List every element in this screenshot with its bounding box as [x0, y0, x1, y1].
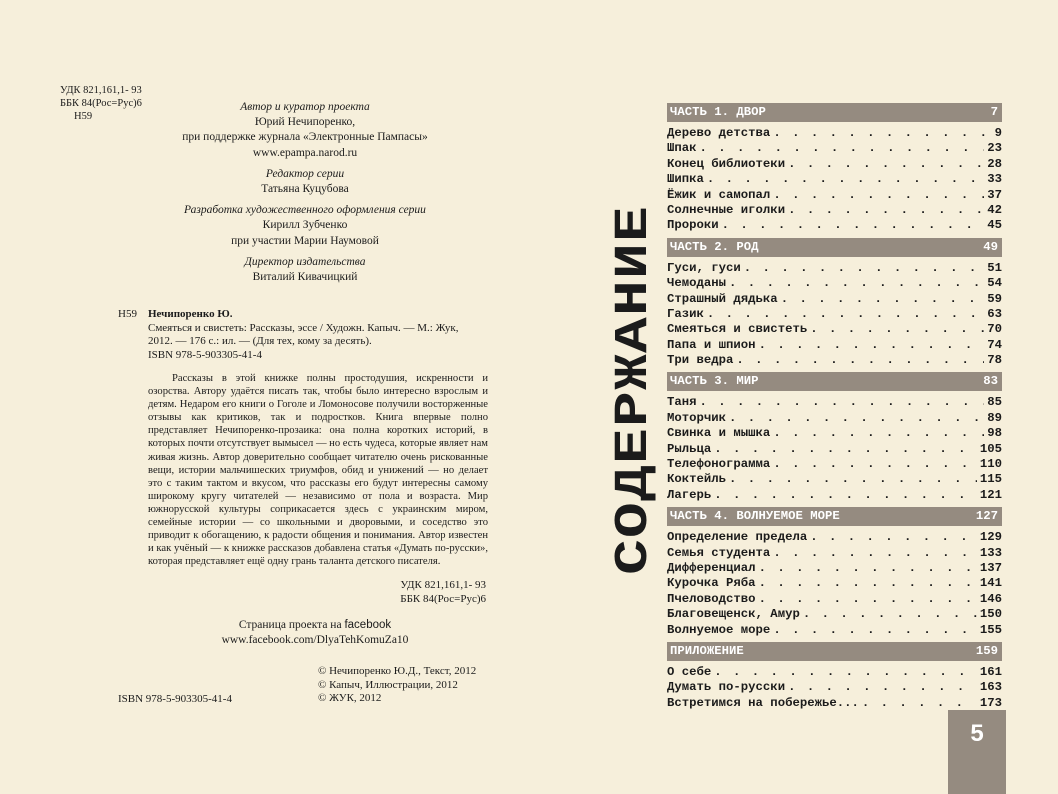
- toc-entry[interactable]: [667, 276, 1002, 291]
- toc-part-title: ЧАСТЬ 3. МИР: [670, 374, 759, 389]
- toc-leader-dots: [862, 696, 977, 711]
- toc-leader-dots: [759, 576, 977, 591]
- bibliographic-record: [118, 308, 488, 362]
- toc-entry[interactable]: [667, 322, 1002, 337]
- toc-entry-title: Благовещенск, Амур: [667, 607, 800, 622]
- toc-entry-page: 173: [979, 695, 1002, 710]
- page-number: 5: [948, 710, 1006, 794]
- toc-part-header[interactable]: [667, 238, 1002, 257]
- toc-leader-dots: [788, 680, 977, 695]
- toc-entry-page: 33: [987, 172, 1002, 187]
- toc-entry-page: 74: [987, 337, 1002, 352]
- toc-entry-page: 37: [987, 187, 1002, 202]
- toc-leader-dots: [707, 307, 984, 322]
- facebook-caption: Страница проекта на facebook: [238, 619, 392, 631]
- toc-leader-dots: [773, 546, 977, 561]
- toc-entry[interactable]: [667, 457, 1002, 472]
- toc-leader-dots: [744, 261, 984, 276]
- toc-leader-dots: [759, 561, 977, 576]
- toc-entry[interactable]: [667, 546, 1002, 561]
- toc-entry-title: Три ведра: [667, 353, 734, 368]
- toc-entry-title: Гуси, гуси: [667, 260, 741, 275]
- author-code: Н59: [118, 308, 137, 320]
- toc-leader-dots: [759, 592, 977, 607]
- toc-section: [667, 642, 1002, 711]
- toc-part-page: 49: [983, 239, 998, 254]
- toc-leader-dots: [810, 322, 984, 337]
- toc-entry-page: 78: [987, 353, 1002, 368]
- toc-entry-title: Папа и шпион: [667, 337, 756, 352]
- toc-entry[interactable]: [667, 561, 1002, 576]
- credit-name: Татьяна Куцубова: [261, 183, 349, 196]
- toc-entry-page: 85: [987, 395, 1002, 410]
- toc-entry-title: Коктейль: [667, 472, 727, 487]
- toc-entry-title: Лагерь: [667, 487, 712, 502]
- toc-entry-page: 63: [987, 306, 1002, 321]
- toc-leader-dots: [722, 218, 985, 233]
- credit-role: Разработка художественного оформления серии: [184, 204, 426, 217]
- toc-entry[interactable]: [667, 592, 1002, 607]
- toc-entry-page: 141: [979, 576, 1002, 591]
- toc-entry-page: 51: [987, 260, 1002, 275]
- toc-entry-page: 155: [979, 622, 1002, 637]
- toc-part-title: ЧАСТЬ 4. ВОЛНУЕМОЕ МОРЕ: [670, 509, 840, 524]
- toc-entry-title: Пророки: [667, 218, 719, 233]
- udk-footer: [340, 578, 486, 606]
- isbn-line: ISBN 978-5-903305-41-4: [148, 348, 262, 361]
- toc-part-page: 127: [975, 509, 998, 524]
- credit-name: Кирилл Зубченко: [262, 219, 348, 232]
- toc-entry-title: Телефонограмма: [667, 457, 771, 472]
- toc-part-page: 159: [975, 643, 998, 658]
- toc-entry-page: 54: [987, 276, 1002, 291]
- toc-entry[interactable]: [667, 488, 1002, 503]
- toc-entry-page: 98: [987, 426, 1002, 441]
- toc-entry[interactable]: [667, 353, 1002, 368]
- toc-entry[interactable]: [667, 141, 1002, 156]
- toc-entry[interactable]: [667, 576, 1002, 591]
- toc-entry-title: Свинка и мышка: [667, 426, 771, 441]
- toc-leader-dots: [788, 157, 984, 172]
- udk-line: УДК 821,161,1- 93: [60, 85, 142, 96]
- toc-leader-dots: [759, 338, 985, 353]
- toc-entry[interactable]: [667, 338, 1002, 353]
- toc-entry-title: Думать по-русски: [667, 680, 786, 695]
- toc-entry-title: Страшный дядька: [667, 291, 778, 306]
- toc-entry-title: Пчеловодство: [667, 591, 756, 606]
- toc-entry-title: Курочка Ряба: [667, 576, 756, 591]
- toc-entry[interactable]: [667, 426, 1002, 441]
- toc-entry-page: 9: [994, 126, 1002, 140]
- toc-entry[interactable]: [667, 172, 1002, 187]
- author-mark: Н59: [74, 111, 93, 122]
- toc-leader-dots: [729, 276, 984, 291]
- toc-leader-dots: [707, 172, 984, 187]
- author-name: Нечипоренко Ю.: [148, 308, 233, 320]
- toc-entry[interactable]: [667, 261, 1002, 276]
- toc-entry[interactable]: [667, 680, 1002, 695]
- toc-entry-title: Определение предела: [667, 530, 808, 545]
- toc-section: [667, 238, 1002, 369]
- toc-entry-page: 115: [979, 472, 1002, 487]
- toc-entry-title: Солнечные иголки: [667, 202, 786, 217]
- annotation-paragraph: Рассказы в этой книжке полны простодушия, искренности и озорства. Автору удаётся писать так, чтобы было интересно взрослым и детям. Недаром его книги о Гоголе и Ломоносове получили восторженные отзывы как критиков, так и подростков. Книга впервые полно представляет Нечипоренко-прозаика: она полна коротких историй, в которых почти отсутствует вымысел — но есть чудеса, которые являет нам живая жизнь. Автор доверительно сообщает читателю очень рискованные вещи, истории мальчишеских триумфов, обид и унижений — но делает это с таким тактом и вкусом, что рассказы его будут интересны самому широкому кругу читателей — независимо от пола и возраста. Мир южнорусской культуры соприкасается здесь с украинским миром, семейные истории — со школьными и дворовыми, и соседство это приводит к обогащению, к радости общения и понимания. Автор известен и как учёный — к книжке рассказов добавлена статья «Думать по-русски», которая представляет ещё одну грань таланта детского писателя.: [148, 373, 488, 568]
- credit-role: Директор издательства: [244, 255, 366, 268]
- toc-entry-page: 163: [979, 680, 1002, 695]
- toc-entry-page: 89: [987, 410, 1002, 425]
- copyright-block: [318, 665, 476, 706]
- toc-section: [667, 507, 1002, 638]
- toc-part-title: ЧАСТЬ 1. ДВОР: [670, 105, 766, 119]
- toc-leader-dots: [714, 488, 977, 503]
- toc-leader-dots: [773, 426, 984, 441]
- toc-part-page: 83: [983, 374, 998, 389]
- credit-role: Автор и куратор проекта: [240, 101, 370, 113]
- toc-entry[interactable]: [667, 411, 1002, 426]
- facebook-brand: facebook: [344, 619, 392, 631]
- toc-entry-title: Встретимся на побережье...: [667, 695, 859, 710]
- toc-entry-title: Семья студента: [667, 545, 771, 560]
- toc-entry[interactable]: [667, 607, 1002, 622]
- copyright-line: © ЖУК, 2012: [318, 692, 382, 705]
- credit-name: при участии Марии Наумовой: [231, 234, 379, 247]
- toc-leader-dots: [700, 395, 985, 410]
- toc-leader-dots: [729, 411, 984, 426]
- toc-entry[interactable]: [667, 188, 1002, 203]
- facebook-url[interactable]: www.facebook.com/DlyaTehKomuZa10: [221, 634, 409, 646]
- toc-entry-page: 42: [987, 202, 1002, 217]
- toc-leader-dots: [729, 472, 977, 487]
- toc-entry-page: 121: [979, 487, 1002, 502]
- biblio-line: Смеяться и свистеть: Рассказы, эссе / Художн. Капыч. — М.: Жук,: [148, 321, 459, 334]
- toc-entry-title: Моторчик: [667, 410, 727, 425]
- credit-name: Юрий Нечипоренко,: [254, 116, 356, 129]
- toc-entry-page: 28: [987, 156, 1002, 171]
- toc-leader-dots: [788, 203, 984, 218]
- toc-entry[interactable]: [667, 472, 1002, 487]
- isbn-bottom: ISBN 978-5-903305-41-4: [118, 693, 232, 705]
- toc-entry-page: 133: [979, 545, 1002, 560]
- toc-entry[interactable]: [667, 442, 1002, 457]
- toc-leader-dots: [773, 126, 991, 141]
- toc-entry-page: 105: [979, 441, 1002, 456]
- toc-section: [667, 103, 1002, 234]
- copyright-line: © Нечипоренко Ю.Д., Текст, 2012: [318, 665, 477, 677]
- udk-block: [60, 84, 142, 123]
- toc-entry[interactable]: [667, 696, 1002, 711]
- table-of-contents: [667, 103, 1002, 715]
- copyright-line: © Капыч, Иллюстрации, 2012: [318, 678, 458, 691]
- toc-entry[interactable]: [667, 203, 1002, 218]
- toc-leader-dots: [700, 141, 985, 156]
- toc-entry[interactable]: [667, 623, 1002, 638]
- toc-part-header[interactable]: [667, 103, 1002, 122]
- toc-part-header[interactable]: [667, 642, 1002, 661]
- toc-entry-title: Смеяться и свистеть: [667, 322, 808, 337]
- toc-entry[interactable]: [667, 218, 1002, 233]
- toc-entry[interactable]: [667, 665, 1002, 680]
- facebook-block: [150, 618, 480, 648]
- toc-entry-page: 59: [987, 291, 1002, 306]
- toc-leader-dots: [773, 623, 977, 638]
- toc-entry[interactable]: [667, 126, 1002, 141]
- toc-entry[interactable]: [667, 395, 1002, 410]
- toc-entry-title: Волнуемое море: [667, 622, 771, 637]
- credit-name: при поддержке журнала «Электронные Пампасы»: [182, 131, 428, 144]
- toc-entry-title: Чемоданы: [667, 276, 727, 291]
- toc-leader-dots: [803, 607, 977, 622]
- credits-block: [150, 100, 460, 285]
- toc-entry[interactable]: [667, 157, 1002, 172]
- toc-entry-title: Шпак: [667, 141, 697, 156]
- toc-entry-page: 129: [979, 530, 1002, 545]
- toc-leader-dots: [773, 457, 977, 472]
- toc-leader-dots: [736, 353, 984, 368]
- toc-part-title: ЧАСТЬ 2. РОД: [670, 239, 759, 254]
- toc-entry-title: Таня: [667, 395, 697, 410]
- toc-entry-title: Рыльца: [667, 441, 712, 456]
- toc-section: [667, 372, 1002, 503]
- contents-title-text: СОДЕРЖАНИЕ: [608, 282, 661, 575]
- toc-entry-page: 110: [979, 457, 1002, 472]
- credit-name[interactable]: www.epampa.narod.ru: [252, 146, 358, 159]
- toc-part-header[interactable]: [667, 507, 1002, 526]
- toc-entry-page: 150: [979, 607, 1002, 622]
- udk-line: УДК 821,161,1- 93: [400, 579, 486, 591]
- toc-entry-page: 45: [987, 218, 1002, 233]
- toc-entry-title: Конец библиотеки: [667, 156, 786, 171]
- toc-leader-dots: [810, 530, 977, 545]
- toc-entry-title: Ёжик и самопал: [667, 187, 771, 202]
- contents-title-svg: [602, 200, 662, 580]
- biblio-line: 2012. — 176 с.: ил. — (Для тех, кому за десять).: [148, 335, 372, 347]
- toc-leader-dots: [714, 442, 977, 457]
- toc-entry-page: 137: [979, 560, 1002, 575]
- toc-leader-dots: [773, 188, 984, 203]
- toc-leader-dots: [781, 292, 985, 307]
- toc-part-title: ПРИЛОЖЕНИЕ: [670, 643, 744, 658]
- toc-entry-title: Шипка: [667, 172, 704, 187]
- toc-part-page: 7: [990, 105, 998, 119]
- toc-entry-page: 146: [979, 591, 1002, 606]
- credit-role: Редактор серии: [265, 167, 345, 180]
- toc-entry-title: Дерево детства: [667, 126, 771, 140]
- toc-entry-title: Дифференциал: [667, 560, 756, 575]
- toc-entry-title: Газик: [667, 306, 704, 321]
- toc-entry[interactable]: [667, 530, 1002, 545]
- bbk-line: ББК 84(Рос=Рус)6: [400, 593, 486, 605]
- contents-title: [602, 200, 662, 580]
- toc-entry-page: 23: [987, 141, 1002, 156]
- credit-name: Виталий Кивачицкий: [252, 271, 358, 284]
- toc-entry-page: 70: [987, 322, 1002, 337]
- toc-leader-dots: [714, 665, 977, 680]
- toc-entry[interactable]: [667, 292, 1002, 307]
- toc-entry-page: 161: [979, 664, 1002, 679]
- toc-part-header[interactable]: [667, 372, 1002, 391]
- bbk-line: ББК 84(Рос=Рус)6: [60, 98, 142, 109]
- toc-entry-title: О себе: [667, 664, 712, 679]
- toc-entry[interactable]: [667, 307, 1002, 322]
